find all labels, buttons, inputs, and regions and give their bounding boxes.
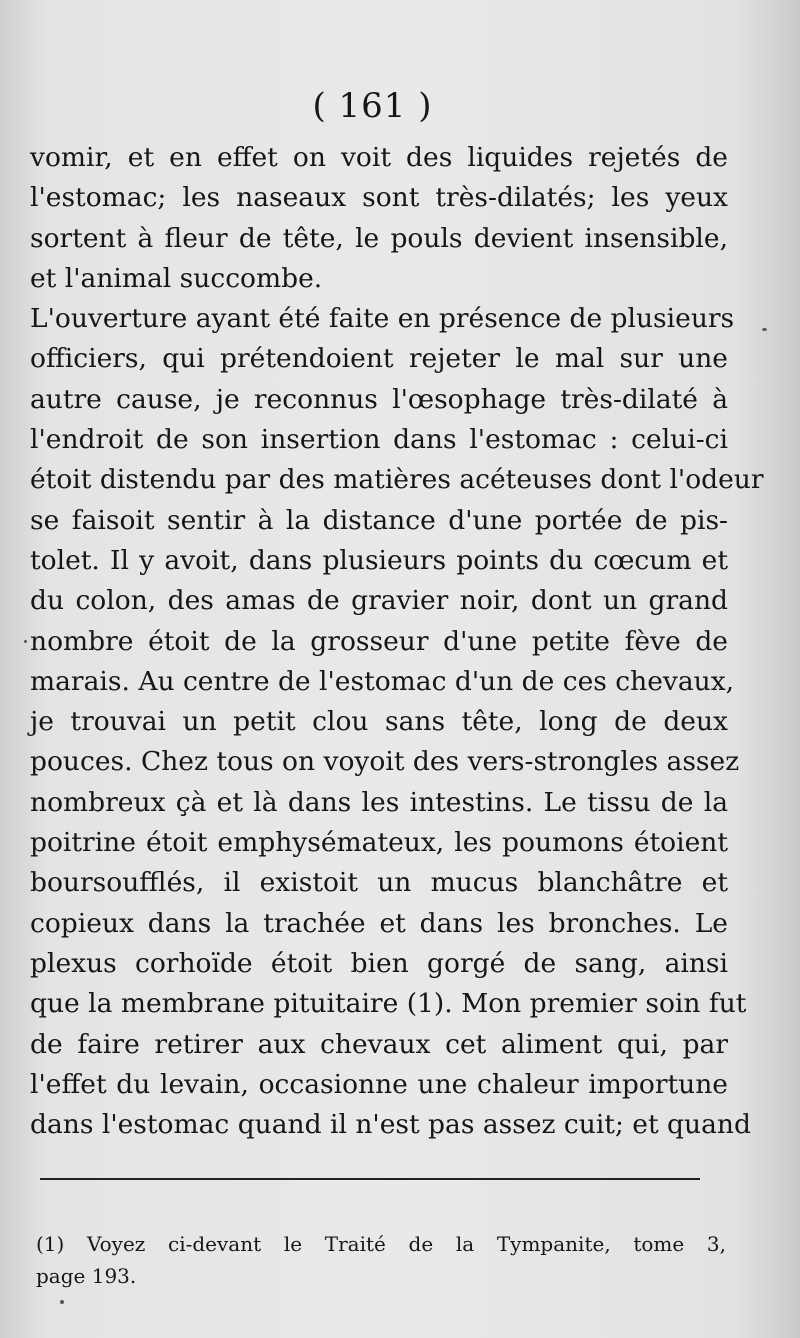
text-line: nombreux çà et là dans les intestins. Le tissu de la	[30, 786, 728, 818]
page-number: ( 161 )	[312, 86, 433, 126]
text-line: l'estomac; les naseaux sont très-dilatés; les yeux	[30, 182, 728, 214]
footnote-line: page 193.	[36, 1264, 137, 1288]
text-line: copieux dans la trachée et dans les bronches. Le	[30, 907, 728, 939]
text-line: officiers, qui prétendoient rejeter le mal sur une	[30, 343, 728, 375]
text-line: du colon, des amas de gravier noir, dont un grand	[30, 585, 728, 617]
text-line: autre cause, je reconnus l'œsophage très-dilaté à	[30, 383, 728, 415]
ink-speck	[60, 1300, 64, 1304]
text-line: nombre étoit de la grosseur d'une petite fève de	[30, 625, 728, 657]
text-line: de faire retirer aux chevaux cet aliment qui, par	[30, 1028, 728, 1060]
text-line: plexus corhoïde étoit bien gorgé de sang, ainsi	[30, 947, 728, 979]
text-line: marais. Au centre de l'estomac d'un de ces chevaux,	[30, 665, 735, 697]
footnote-line: (1) Voyez ci-devant le Traité de la Tympanite, tome 3,	[36, 1232, 726, 1256]
text-line: poitrine étoit emphysémateux, les poumons étoient	[30, 827, 728, 859]
text-line: se faisoit sentir à la distance d'une portée de pis-	[30, 504, 728, 536]
ink-speck	[762, 328, 767, 331]
ink-speck	[24, 640, 27, 643]
text-line: je trouvai un petit clou sans tête, long de deux	[30, 706, 728, 738]
text-line: tolet. Il y avoit, dans plusieurs points du cœcum et	[30, 544, 728, 576]
text-line: boursoufflés, il existoit un mucus blanchâtre et	[30, 867, 728, 899]
footnote-divider	[40, 1178, 700, 1180]
footnote	[36, 1228, 726, 1292]
text-line: sortent à fleur de tête, le pouls devient insensible,	[30, 222, 728, 254]
text-line: vomir, et en effet on voit des liquides rejetés de	[30, 142, 728, 173]
text-line: pouces. Chez tous on voyoit des vers-strongles assez	[30, 746, 740, 778]
text-line: L'ouverture ayant été faite en présence de plusieurs	[30, 303, 735, 335]
body-text	[30, 138, 764, 1145]
text-line: et l'animal succombe.	[30, 262, 323, 294]
text-line: l'endroit de son insertion dans l'estomac : celui-ci	[30, 424, 728, 456]
text-line: étoit distendu par des matières acéteuses dont l'odeur	[30, 464, 764, 496]
text-line: l'effet du levain, occasionne une chaleur importune	[30, 1068, 728, 1100]
text-line: que la membrane pituitaire (1). Mon premier soin fut	[30, 988, 747, 1020]
text-line: dans l'estomac quand il n'est pas assez cuit; et quand	[30, 1109, 751, 1141]
